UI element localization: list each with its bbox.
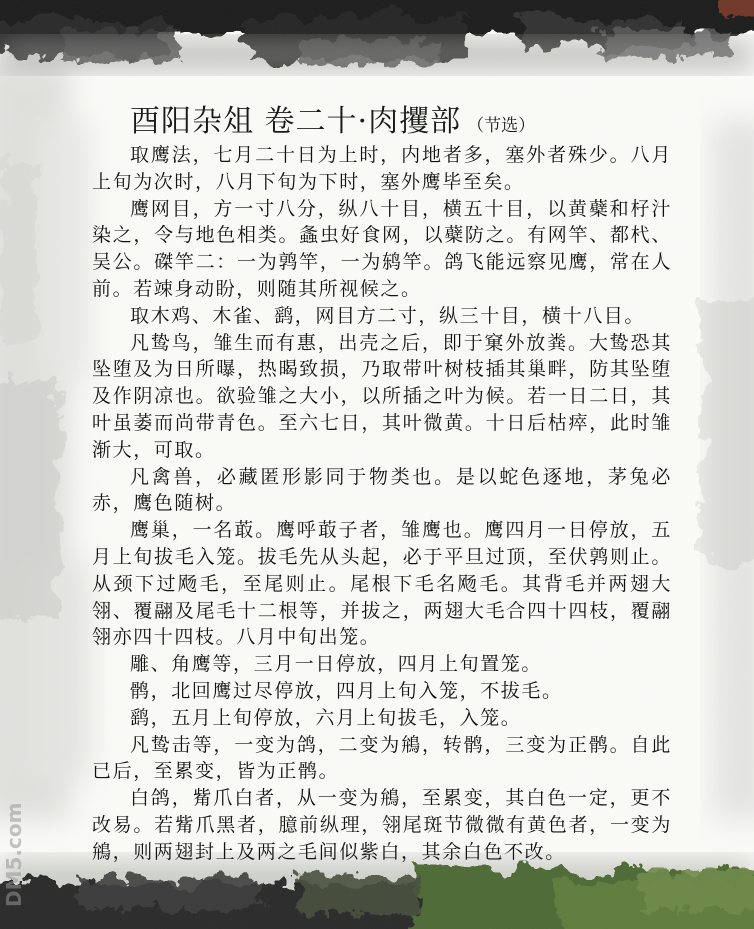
paragraph: 雕、角鹰等，三月一日停放，四月上旬置笼。 — [130, 653, 543, 676]
page-title: 酉阳杂俎 卷二十·肉攫部 — [130, 104, 462, 139]
paragraph: 取木鸡、木雀、鹞，网目方二寸，纵三十目，横十八目。 — [130, 304, 646, 327]
title-block — [130, 96, 672, 142]
title-note: （节选） — [467, 116, 536, 136]
paragraph: 鹞，五月上旬停放，六月上旬拔毛，入笼。 — [130, 706, 522, 729]
watermark-text: DM5.com — [2, 802, 26, 908]
paragraph: 凡鸷鸟，雏生而有惠，出壳之后，即于窠外放粪。大鸷恐其坠堕及为日所曝，热暍致损，乃取带叶树枝插其巢畔，防其坠堕及作阴凉也。欲验雏之大小，以所插之叶为候。若一日二日，其叶虽萎而尚带青色。至六七日，其叶微黄。十日后枯瘁，此时雏渐大，可取。 — [92, 331, 672, 461]
paragraph: 鹰网目，方一寸八分，纵八十目，横五十目，以黄蘗和杍汁染之，令与地色相类。螽虫好食网，以蘗防之。有网竿、都杙、吴公。磔竿二：一为鹑竿，一为鸫竿。鸽飞能远察见鹰，常在人前。若竦身动盼，则随其所视候之。 — [92, 197, 672, 300]
paragraph: 鹘，北回鹰过尽停放，四月上旬入笼，不拔毛。 — [130, 679, 563, 702]
watermark-logo — [2, 800, 38, 910]
paragraph: 凡禽兽，必藏匿形影同于物类也。是以蛇色逐地，茅兔必赤，鹰色随树。 — [92, 465, 672, 515]
paragraph: 凡鸷击等，一变为鸽，二变为鴘，转鹘，三变为正鹘。自此已后，至累变，皆为正鹘。 — [92, 733, 672, 783]
paragraph: 取鹰法，七月二十日为上时，内地者多，塞外者殊少。八月上旬为次时，八月下旬为下时，塞外鹰毕至矣。 — [92, 144, 672, 193]
paragraph: 鹰巢，一名菆。鹰呼菆子者，雏鹰也。鹰四月一日停放，五月上旬拔毛入笼。拔毛先从头起，必于平旦过顶，至伏鹑则止。从颈下过飏毛，至尾则止。尾根下毛名飏毛。其背毛并两翅大翎、覆翮及尾毛十二根等，并拔之，两翅大毛合四十四枝，覆翮翎亦四十四枝。八月中旬出笼。 — [92, 519, 672, 649]
article — [92, 96, 672, 866]
paragraph: 白鸽，觜爪白者，从一变为鴘，至累变，其白色一定，更不改易。若觜爪黑者，臆前纵理，翎尾斑节微微有黄色者，一变为鴘，则两翅封上及两之毛间似紫白，其余白色不改。 — [92, 787, 672, 863]
